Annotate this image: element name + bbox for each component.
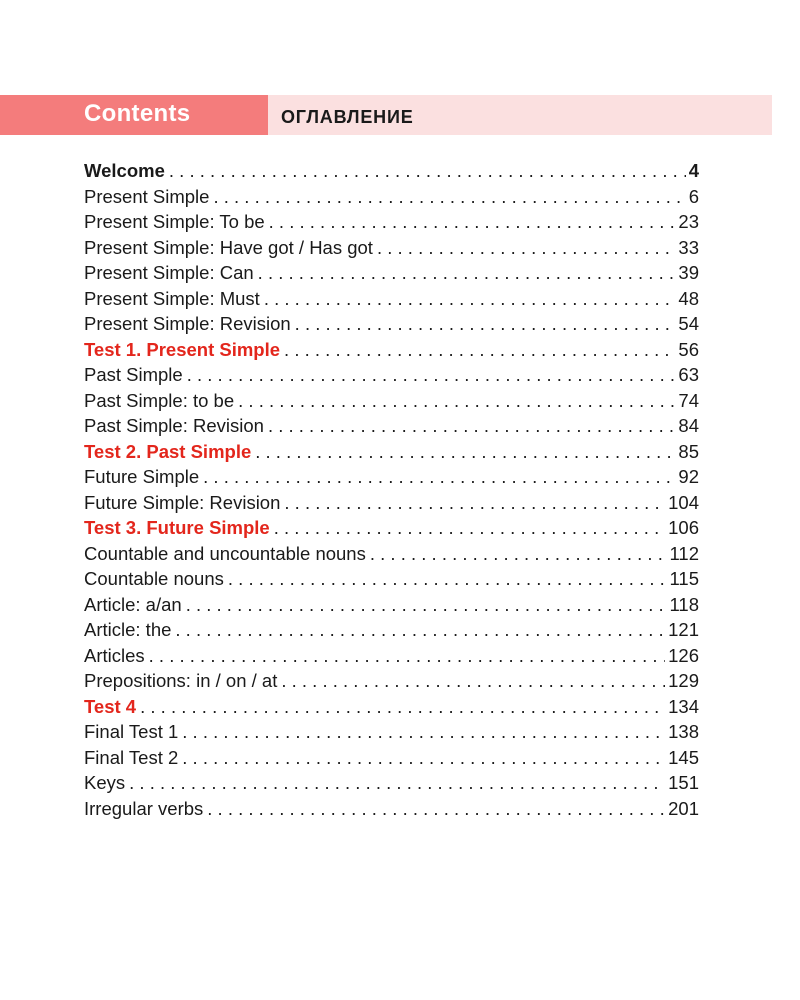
toc-entry[interactable] bbox=[84, 566, 699, 592]
toc-dot-leader bbox=[186, 592, 667, 618]
toc-entry-title: Future Simple bbox=[84, 466, 200, 487]
toc-entry-title: Present Simple: Have got / Has got bbox=[84, 236, 373, 258]
toc-entry-page-number: 118 bbox=[669, 593, 699, 615]
toc-entry-page-number: 145 bbox=[668, 746, 699, 768]
toc-entry[interactable] bbox=[84, 464, 699, 490]
toc-entry-title: Past Simple: Revision bbox=[84, 415, 264, 436]
toc-entry[interactable] bbox=[84, 694, 699, 720]
toc-entry-title: Test 2. Past Simple bbox=[84, 440, 252, 462]
toc-entry[interactable] bbox=[84, 770, 699, 796]
toc-entry-title: Past Simple bbox=[84, 364, 183, 385]
toc-entry[interactable] bbox=[84, 719, 699, 745]
toc-entry-page-number: 54 bbox=[678, 313, 699, 334]
contents-title-ru: ОГЛАВЛЕНИЕ bbox=[281, 107, 414, 127]
toc-entry[interactable] bbox=[84, 643, 699, 669]
toc-entry[interactable] bbox=[84, 745, 699, 771]
toc-entry-page-number: 151 bbox=[668, 772, 699, 793]
toc-entry-page-number: 134 bbox=[668, 695, 699, 717]
toc-entry-page-number: 39 bbox=[678, 262, 699, 283]
toc-dot-leader bbox=[274, 515, 665, 541]
toc-dot-leader bbox=[149, 643, 665, 669]
toc-entry[interactable] bbox=[84, 796, 699, 822]
toc-entry-page-number: 138 bbox=[668, 721, 699, 742]
table-of-contents bbox=[84, 158, 699, 821]
contents-header-tab bbox=[0, 95, 268, 135]
toc-dot-leader bbox=[140, 694, 665, 720]
toc-entry-title: Present Simple bbox=[84, 185, 210, 207]
toc-entry-page-number: 104 bbox=[668, 491, 699, 513]
toc-entry-title: Test 4 bbox=[84, 695, 137, 717]
toc-entry[interactable] bbox=[84, 515, 699, 541]
toc-entry-title: Welcome bbox=[84, 160, 165, 181]
toc-entry-page-number: 85 bbox=[678, 440, 699, 462]
toc-dot-leader bbox=[129, 770, 665, 796]
toc-dot-leader bbox=[175, 617, 665, 643]
toc-entry-page-number: 112 bbox=[669, 542, 699, 564]
toc-entry-page-number: 84 bbox=[678, 415, 699, 436]
contents-title-en: Contents bbox=[84, 100, 191, 127]
toc-entry-page-number: 4 bbox=[688, 160, 699, 181]
toc-entry-page-number: 106 bbox=[668, 517, 699, 538]
toc-dot-leader bbox=[203, 464, 675, 490]
toc-dot-leader bbox=[268, 413, 675, 439]
toc-entry-page-number: 115 bbox=[669, 568, 699, 589]
toc-entry-title: Future Simple: Revision bbox=[84, 491, 281, 513]
toc-entry-page-number: 23 bbox=[678, 211, 699, 232]
toc-entry-title: Past Simple: to be bbox=[84, 389, 235, 411]
toc-entry-title: Article: the bbox=[84, 619, 172, 640]
toc-entry[interactable] bbox=[84, 413, 699, 439]
toc-entry[interactable] bbox=[84, 617, 699, 643]
toc-entry[interactable] bbox=[84, 388, 699, 414]
toc-dot-leader bbox=[258, 260, 676, 286]
toc-entry-title: Present Simple: To be bbox=[84, 211, 265, 232]
toc-entry-title: Articles bbox=[84, 644, 145, 666]
toc-dot-leader bbox=[182, 745, 665, 771]
toc-entry-title: Countable and uncountable nouns bbox=[84, 542, 366, 564]
toc-dot-leader bbox=[238, 388, 675, 414]
toc-entry-title: Present Simple: Can bbox=[84, 262, 254, 283]
toc-dot-leader bbox=[377, 235, 675, 261]
toc-entry-page-number: 92 bbox=[678, 466, 699, 487]
toc-entry-title: Keys bbox=[84, 772, 126, 793]
toc-entry[interactable] bbox=[84, 260, 699, 286]
toc-dot-leader bbox=[295, 311, 676, 337]
toc-entry[interactable] bbox=[84, 337, 699, 363]
toc-dot-leader bbox=[207, 796, 665, 822]
toc-dot-leader bbox=[182, 719, 665, 745]
toc-entry-title: Countable nouns bbox=[84, 568, 224, 589]
toc-entry[interactable] bbox=[84, 592, 699, 618]
toc-entry-title: Final Test 2 bbox=[84, 746, 179, 768]
toc-entry[interactable] bbox=[84, 184, 699, 210]
toc-entry-title: Test 3. Future Simple bbox=[84, 517, 270, 538]
toc-dot-leader bbox=[169, 158, 686, 184]
toc-entry-page-number: 126 bbox=[668, 644, 699, 666]
toc-dot-leader bbox=[281, 668, 665, 694]
toc-dot-leader bbox=[264, 286, 676, 312]
toc-entry[interactable] bbox=[84, 158, 699, 184]
toc-dot-leader bbox=[187, 362, 676, 388]
toc-dot-leader bbox=[269, 209, 676, 235]
toc-entry[interactable] bbox=[84, 209, 699, 235]
toc-entry-page-number: 129 bbox=[668, 670, 699, 691]
toc-dot-leader bbox=[228, 566, 667, 592]
toc-entry[interactable] bbox=[84, 439, 699, 465]
toc-dot-leader bbox=[370, 541, 667, 567]
toc-entry-page-number: 33 bbox=[678, 236, 699, 258]
toc-entry[interactable] bbox=[84, 541, 699, 567]
toc-entry-page-number: 6 bbox=[688, 185, 699, 207]
toc-entry-title: Test 1. Present Simple bbox=[84, 338, 281, 360]
toc-entry[interactable] bbox=[84, 311, 699, 337]
toc-entry-title: Present Simple: Revision bbox=[84, 313, 291, 334]
toc-entry[interactable] bbox=[84, 362, 699, 388]
toc-entry-page-number: 121 bbox=[668, 619, 699, 640]
toc-entry[interactable] bbox=[84, 286, 699, 312]
toc-entry-page-number: 48 bbox=[678, 287, 699, 309]
toc-dot-leader bbox=[284, 337, 675, 363]
toc-entry-page-number: 201 bbox=[668, 797, 699, 819]
toc-entry[interactable] bbox=[84, 668, 699, 694]
toc-entry[interactable] bbox=[84, 490, 699, 516]
toc-entry-title: Prepositions: in / on / at bbox=[84, 670, 278, 691]
toc-entry-title: Irregular verbs bbox=[84, 797, 204, 819]
toc-entry[interactable] bbox=[84, 235, 699, 261]
toc-entry-page-number: 63 bbox=[678, 364, 699, 385]
toc-entry-title: Final Test 1 bbox=[84, 721, 179, 742]
toc-dot-leader bbox=[284, 490, 665, 516]
toc-entry-title: Article: a/an bbox=[84, 593, 182, 615]
toc-entry-page-number: 74 bbox=[678, 389, 699, 411]
toc-entry-title: Present Simple: Must bbox=[84, 287, 260, 309]
toc-entry-page-number: 56 bbox=[678, 338, 699, 360]
toc-dot-leader bbox=[213, 184, 685, 210]
contents-header-band bbox=[0, 95, 772, 135]
toc-dot-leader bbox=[255, 439, 675, 465]
